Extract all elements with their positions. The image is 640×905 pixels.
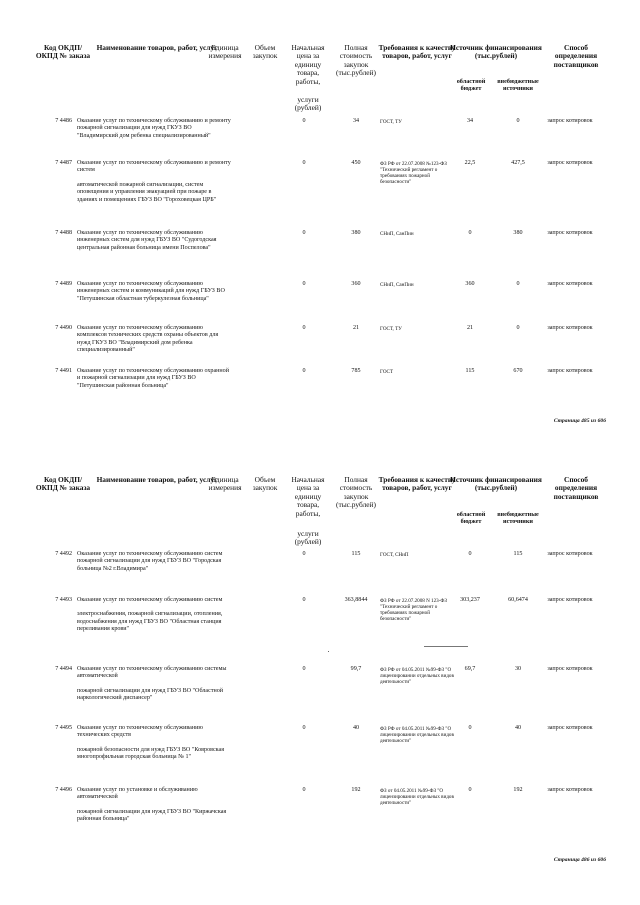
scan-speck	[328, 651, 329, 652]
col-header-total: Полная стоимость закупок (тыс.рублей)	[336, 475, 376, 510]
quality-requirements: ФЗ РФ от 22.07.2008 N 123-ФЗ "Технический регламент о требованиях пожарной безопасности"	[380, 598, 447, 623]
quality-requirements: ГОСТ, ТУ	[380, 326, 402, 332]
total-cost: 99,7	[350, 666, 362, 672]
col-header-start-price-unit: услуги (рублей)	[294, 95, 322, 113]
regional-budget: 0	[468, 551, 472, 557]
col-header-unit: Единица измерения	[208, 43, 242, 61]
item-name: Оказание услуг по техническому обслуживанию комплексов технических средств охраны объектов для нужд ГКУЗ ВО "Владимирский дом ребенка специализированный"	[77, 325, 219, 354]
procurement-method: запрос котировок	[547, 597, 593, 603]
document-page-486	[0, 440, 640, 905]
extrabudgetary: 40	[514, 725, 522, 731]
item-name: Оказание услуг по техническому обслуживанию и ремонту пожарной сигнализации для нужд ГКУЗ ВО "Владимирский дом ребенка специализированный"	[77, 118, 231, 139]
start-price: 0	[302, 597, 306, 603]
col-header-name: Наименование товаров, работ, услуг	[96, 475, 218, 484]
procurement-method: запрос котировок	[547, 281, 593, 287]
col-header-regional: областной бюджет	[456, 511, 486, 526]
col-header-source: Источник финансирования (тыс.рублей)	[450, 43, 542, 61]
document-page-485	[0, 0, 640, 430]
order-code: 7 4493	[55, 597, 72, 603]
start-price: 0	[302, 725, 306, 731]
start-price: 0	[302, 787, 306, 793]
procurement-method: запрос котировок	[547, 666, 593, 672]
col-header-regional: областной бюджет	[456, 78, 486, 93]
procurement-method: запрос котировок	[547, 160, 593, 166]
extrabudgetary: 380	[513, 230, 523, 236]
item-name: Оказание услуг по техническому обслуживанию систем пожарной сигнализации для нужд ГБУЗ ВО "Городская больница №2 г.Владимира"	[77, 551, 223, 572]
quality-requirements: ФЗ РФ от 22.07.2008 №123-ФЗ "Технический регламент о требованиях пожарной безопасности"	[380, 161, 447, 186]
order-code: 7 4487	[55, 160, 72, 166]
item-name: Оказание услуг по техническому обслуживанию технических средств пожарной безопасности для нужд ГБУЗ ВО "Ковровская многопрофильная городская больница № 1"	[77, 725, 225, 761]
col-header-method: Способ определения поставщиков	[553, 43, 599, 69]
regional-budget: 21	[466, 325, 474, 331]
extrabudgetary: 192	[513, 787, 523, 793]
order-code: 7 4489	[55, 281, 72, 287]
total-cost: 40	[352, 725, 360, 731]
page-number: Страница 485 из 606	[553, 418, 606, 424]
total-cost: 380	[351, 230, 361, 236]
col-header-code: Код ОКДП/ ОКПД № заказа	[35, 43, 91, 61]
item-name: Оказание услуг по техническому обслуживанию систем электроснабжения, пожарной сигнализации, отопления, водоснабжения для нужд ГБУЗ ВО "Областная станция переливания крови"	[77, 597, 223, 633]
procurement-method: запрос котировок	[547, 118, 593, 124]
quality-requirements: ФЗ РФ от 04.05.2011 №99-ФЗ "О лицензировании отдельных видов деятельности"	[380, 726, 454, 745]
total-cost: 34	[352, 118, 360, 124]
start-price: 0	[302, 666, 306, 672]
regional-budget: 0	[468, 230, 472, 236]
total-cost: 363,8844	[344, 597, 368, 603]
start-price: 0	[302, 160, 306, 166]
order-code: 7 4495	[55, 725, 72, 731]
col-header-unit: Единица измерения	[208, 475, 242, 493]
regional-budget: 0	[468, 787, 472, 793]
procurement-method: запрос котировок	[547, 787, 593, 793]
item-name: Оказание услуг по техническому обслуживанию инженерных систем для нужд ГБУЗ ВО "Судогодская центральная районная больница имени Поспелова"	[77, 230, 217, 251]
item-name: Оказание услуг по техническому обслуживанию и ремонту систем автоматической пожарной сигнализации, систем оповещения и управления эвакуацией при пожаре в зданиях и помещениях ГБУЗ ВО "Гороховецкая ЦРБ"	[77, 160, 231, 203]
procurement-method: запрос котировок	[547, 551, 593, 557]
col-header-start-price-unit: услуги (рублей)	[294, 529, 322, 547]
quality-requirements: ФЗ РФ от 04.05.2011 №99-ФЗ "О лицензировании отдельных видов деятельности"	[380, 667, 454, 686]
item-name: Оказание услуг по техническому обслуживанию системы автоматической пожарной сигнализации для нужд ГБУЗ ВО "Областной наркологический диспансер"	[77, 666, 227, 702]
total-cost: 115	[351, 551, 361, 557]
regional-budget: 115	[465, 368, 475, 374]
order-code: 7 4494	[55, 666, 72, 672]
extrabudgetary: 0	[516, 281, 520, 287]
col-header-extrabudget: внебюджетные источники	[497, 78, 539, 93]
col-header-requirements: Требования к качеству товаров, работ, услуг	[378, 43, 456, 61]
start-price: 0	[302, 230, 306, 236]
col-header-volume: Объем закупок	[252, 43, 278, 61]
order-code: 7 4496	[55, 787, 72, 793]
item-name: Оказание услуг по техническому обслуживанию инженерных систем и коммуникаций для нужд ГБУЗ ВО "Петушинская областная туберкулезная больница"	[77, 281, 225, 302]
order-code: 7 4491	[55, 368, 72, 374]
extrabudgetary: 115	[513, 551, 523, 557]
col-header-code: Код ОКДП/ ОКПД № заказа	[35, 475, 91, 493]
page-number: Страница 486 из 606	[553, 857, 606, 863]
procurement-method: запрос котировок	[547, 325, 593, 331]
quality-requirements: ГОСТ	[380, 369, 394, 375]
col-header-method: Способ определения поставщиков	[553, 475, 599, 501]
extrabudgetary: 30	[514, 666, 522, 672]
item-name: Оказание услуг по техническому обслуживанию охранной и пожарной сигнализации для нужд ГБУЗ ВО "Петушинская районная больница"	[77, 368, 229, 389]
quality-requirements: ФЗ от 04.05.2011 №99-ФЗ "О лицензировании отдельных видов деятельности"	[380, 788, 454, 807]
col-header-extrabudget: внебюджетные источники	[497, 511, 539, 526]
col-header-start-price: Начальная цена за единицу товара, работы,	[291, 43, 325, 86]
total-cost: 21	[352, 325, 360, 331]
total-cost: 192	[351, 787, 361, 793]
total-cost: 785	[351, 368, 361, 374]
quality-requirements: СНиП, СанПин	[380, 282, 414, 288]
col-header-total: Полная стоимость закупок (тыс.рублей)	[336, 43, 376, 78]
procurement-method: запрос котировок	[547, 725, 593, 731]
order-code: 7 4488	[55, 230, 72, 236]
start-price: 0	[302, 281, 306, 287]
procurement-method: запрос котировок	[547, 230, 593, 236]
regional-budget: 69,7	[464, 666, 476, 672]
extrabudgetary: 427,5	[511, 160, 525, 166]
regional-budget: 0	[468, 725, 472, 731]
order-code: 7 4490	[55, 325, 72, 331]
regional-budget: 22,5	[464, 160, 476, 166]
start-price: 0	[302, 118, 306, 124]
col-header-requirements: Требования к качеству товаров, работ, услуг	[378, 475, 456, 493]
regional-budget: 34	[466, 118, 474, 124]
quality-requirements: СНиП, СанПин	[380, 231, 414, 237]
regional-budget: 303,237	[460, 597, 480, 603]
extrabudgetary: 670	[513, 368, 523, 374]
quality-requirements: ГОСТ, СНиП	[380, 552, 409, 558]
col-header-source: Источник финансирования (тыс.рублей)	[450, 475, 542, 493]
start-price: 0	[302, 551, 306, 557]
order-code: 7 4486	[55, 118, 72, 124]
extrabudgetary: 0	[516, 325, 520, 331]
item-name: Оказание услуг по установке и обслуживанию автоматической пожарной сигнализации для нужд ГБУЗ ВО "Киржачская районная больница"	[77, 787, 227, 823]
col-header-volume: Объем закупок	[252, 475, 278, 493]
start-price: 0	[302, 325, 306, 331]
quality-requirements: ГОСТ, ТУ	[380, 119, 402, 125]
col-header-name: Наименование товаров, работ, услуг	[96, 43, 218, 52]
extrabudgetary: 60,6474	[508, 597, 528, 603]
procurement-method: запрос котировок	[547, 368, 593, 374]
order-code: 7 4492	[55, 551, 72, 557]
col-header-start-price: Начальная цена за единицу товара, работы,	[291, 475, 325, 518]
total-cost: 450	[351, 160, 361, 166]
scan-mark	[424, 646, 468, 647]
extrabudgetary: 0	[516, 118, 520, 124]
start-price: 0	[302, 368, 306, 374]
regional-budget: 360	[465, 281, 475, 287]
total-cost: 360	[351, 281, 361, 287]
